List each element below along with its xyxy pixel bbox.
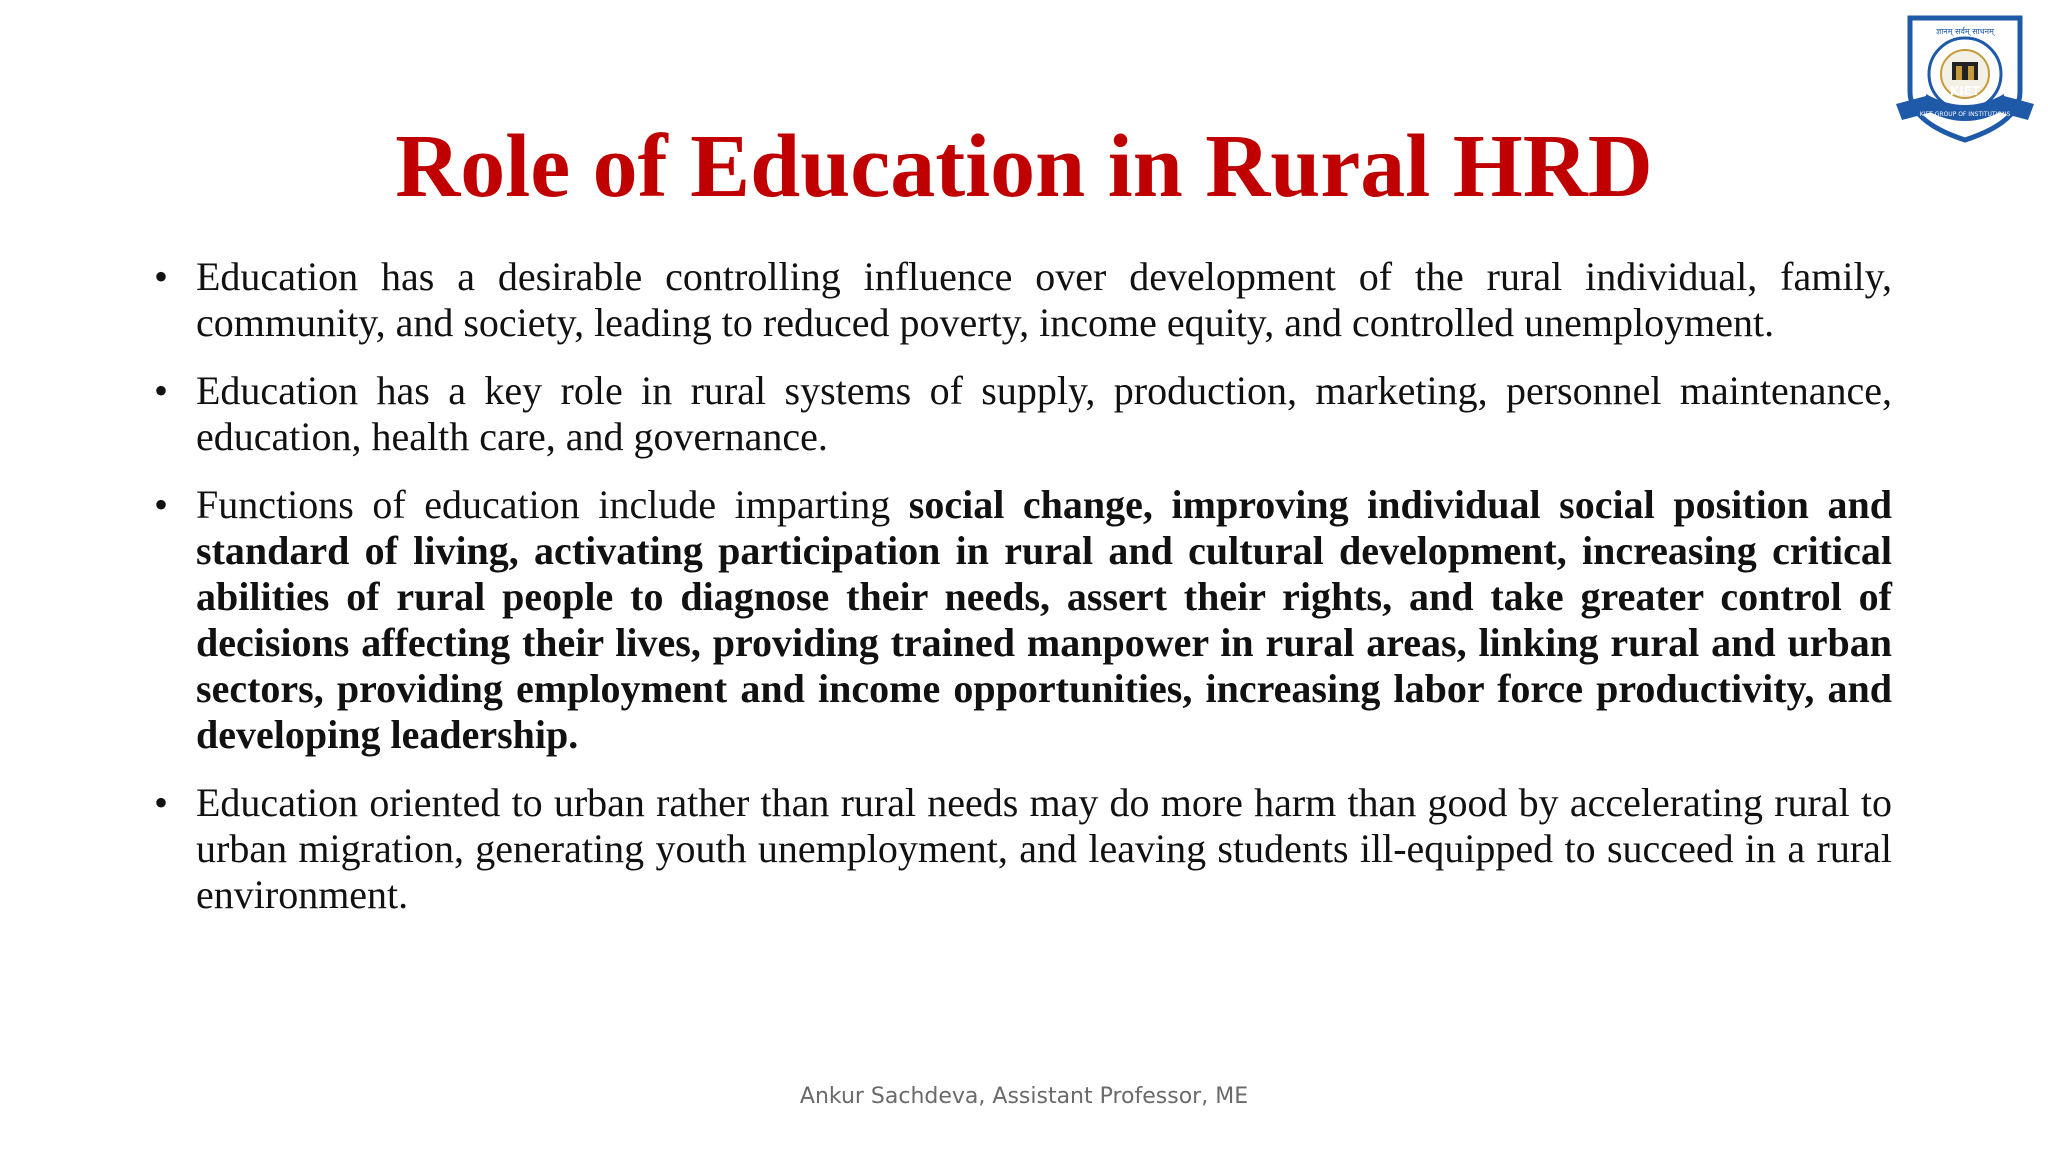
logo-emblem-text: KIET [1949, 84, 1981, 98]
bullet-text-prefix: Functions of education include imparting [196, 482, 909, 527]
bullet-list [152, 254, 1892, 940]
bullet-dot: • [154, 368, 169, 413]
bullet-text: Education has a desirable controlling influence over development of the rural individual, family, community, and society, leading to reduced poverty, income equity, and controlled unemployment. [196, 254, 1892, 345]
bullet-dot: • [154, 254, 169, 299]
bullet-item [152, 482, 1892, 758]
bullet-dot: • [154, 482, 169, 527]
bullet-dot: • [154, 780, 169, 825]
logo-ring-text: KIET GROUP OF INSTITUTIONS [1919, 111, 2011, 118]
bullet-text: Education has a key role in rural systems of supply, production, marketing, personnel maintenance, education, health care, and governance. [196, 368, 1892, 459]
bullet-item [152, 368, 1892, 460]
bullet-item [152, 780, 1892, 918]
footer-author: Ankur Sachdeva, Assistant Professor, ME [799, 1084, 1249, 1109]
logo-top-text: ज्ञानम् सर्वम् साधनम् [1936, 27, 1994, 36]
bullet-item [152, 254, 1892, 346]
bullet-text-bold: social change, improving individual social position and standard of living, activating participation in rural and cultural development, increasing critical abilities of rural people to diagnose their needs, assert their rights, and take greater control of decisions affecting their lives, providing trained manpower in rural areas, linking rural and urban sectors, providing employment and income opportunities, increasing labor force productivity, and developing leadership. [196, 482, 1892, 757]
slide-title: Role of Education in Rural HRD [395, 117, 1653, 216]
bullet-text: Education oriented to urban rather than rural needs may do more harm than good by accelerating rural to urban migration, generating youth unemployment, and leaving students ill-equipped to succeed in a rural environment. [196, 780, 1892, 917]
